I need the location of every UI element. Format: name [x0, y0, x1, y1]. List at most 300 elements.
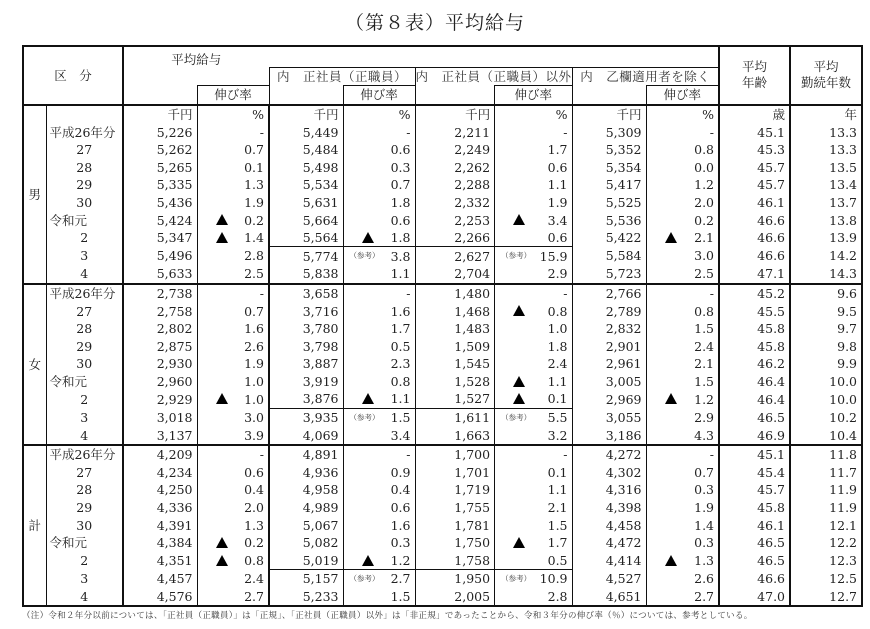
cell-avg-tenure: 10.4 — [790, 426, 862, 445]
cell-avg-salary-rate: 2.6 — [197, 337, 269, 355]
cell-avg-tenure: 11.7 — [829, 464, 858, 480]
cell-non-seishain: 1,663 — [415, 426, 495, 445]
cell-otsu-excluded: 4,414 — [572, 552, 646, 570]
unit-avg_salary: 千円 — [123, 105, 197, 124]
cell-otsu-excluded-rate: - — [646, 123, 719, 141]
cell-avg-age: 45.1 — [719, 445, 790, 464]
cell-avg-salary: 2,929 — [123, 390, 197, 408]
cell-seishain: 5,498 — [269, 158, 343, 176]
cell-avg-salary-rate: 1.3 — [197, 516, 269, 534]
cell-year: 29 — [46, 337, 123, 355]
cell-non-seishain: 2,266 — [415, 229, 495, 247]
cell-year: 3 — [46, 408, 123, 426]
cell-avg-age: 46.6 — [719, 229, 790, 247]
rate-value: 1.4 — [244, 230, 264, 246]
cell-avg-salary-rate: 3.0 — [197, 408, 269, 426]
cell-otsu-excluded: 5,354 — [572, 158, 646, 176]
cell-seishain: 5,082 — [269, 534, 343, 552]
cell-seishain: 3,716 — [269, 302, 343, 320]
header-avg-age: 平均 年齢 — [719, 46, 790, 105]
cell-seishain: 4,891 — [269, 445, 343, 464]
cell-avg-salary-rate: 1.9 — [197, 355, 269, 373]
cell-non-seishain-rate: - — [495, 284, 572, 303]
unit-non_seishain_rate: % — [495, 105, 572, 124]
cell-seishain: 5,019 — [269, 552, 343, 570]
table-row — [23, 284, 862, 303]
cell-non-seishain: 2,253 — [415, 211, 495, 229]
page-title: （第８表）平均給与 — [344, 12, 525, 34]
cell-non-seishain: 1,781 — [415, 516, 495, 534]
cell-avg-tenure: 14.2 — [829, 248, 858, 264]
table-row — [23, 570, 862, 588]
cell-non-seishain: 2,262 — [415, 158, 495, 176]
cell-otsu-excluded-rate: 2.6 — [646, 570, 719, 588]
cell-year: 27 — [46, 464, 123, 482]
negative-triangle-icon — [665, 555, 677, 566]
cell-otsu-excluded-rate: 0.2 — [646, 211, 719, 229]
cell-avg-salary: 4,234 — [123, 464, 197, 482]
cell-year: 令和元 — [46, 534, 123, 552]
cell-otsu-excluded: 5,417 — [572, 176, 646, 194]
cell-otsu-excluded-rate: 2.4 — [646, 337, 719, 355]
cell-seishain-rate: 0.6 — [343, 141, 415, 159]
cell-year: 4 — [46, 588, 123, 607]
cell-otsu-excluded-rate: 0.3 — [646, 481, 719, 499]
cell-otsu-excluded-rate: 2.7 — [646, 588, 719, 607]
cell-otsu-excluded: 5,525 — [572, 194, 646, 212]
table-row — [23, 464, 862, 482]
cell-non-seishain-rate — [495, 570, 572, 588]
cell-avg-age: 47.0 — [719, 588, 790, 607]
header-avg-tenure: 平均 勤続年数 — [790, 46, 862, 105]
cell-year: 4 — [46, 426, 123, 445]
cell-year: 2 — [46, 552, 123, 570]
unit-seishain_rate: % — [343, 105, 415, 124]
cell-seishain: 5,774 — [269, 247, 343, 265]
cell-otsu-excluded-rate: - — [646, 284, 719, 303]
cell-avg-salary: 4,250 — [123, 481, 197, 499]
cell-avg-salary: 2,930 — [123, 355, 197, 373]
cell-avg-salary-rate: 0.4 — [197, 481, 269, 499]
cell-avg-salary-rate: 2.7 — [197, 588, 269, 607]
cell-avg-salary-rate: 0.7 — [197, 141, 269, 159]
cell-avg-salary: 4,457 — [123, 570, 197, 588]
cell-avg-tenure: 13.3 — [829, 124, 858, 140]
cell-avg-tenure: 12.7 — [790, 588, 862, 607]
cell-avg-tenure: 12.2 — [829, 535, 858, 551]
cell-seishain-rate: - — [343, 123, 415, 141]
cell-otsu-excluded: 5,352 — [572, 141, 646, 159]
cell-seishain-rate: 0.7 — [343, 176, 415, 194]
cell-avg-age: 45.1 — [719, 123, 790, 141]
cell-otsu-excluded: 3,186 — [572, 426, 646, 445]
cell-avg-age: 45.7 — [719, 158, 790, 176]
negative-triangle-icon — [216, 393, 228, 404]
cell-avg-salary: 2,875 — [123, 337, 197, 355]
group-label: 男 — [23, 105, 46, 284]
cell-non-seishain: 1,611 — [415, 408, 495, 426]
cell-otsu-excluded: 3,005 — [572, 373, 646, 391]
rate-value: 0.2 — [244, 535, 264, 551]
cell-seishain-rate: 1.6 — [343, 302, 415, 320]
cell-non-seishain: 2,627 — [415, 247, 495, 265]
table-row — [23, 534, 862, 552]
cell-avg-salary: 4,209 — [123, 445, 197, 464]
cell-year: 2 — [46, 390, 123, 408]
cell-otsu-excluded: 4,398 — [572, 499, 646, 517]
table-row — [23, 408, 862, 426]
cell-otsu-excluded: 2,832 — [572, 320, 646, 338]
rate-value: 5.5 — [547, 410, 568, 426]
table-row — [23, 390, 862, 408]
cell-year: 3 — [46, 570, 123, 588]
cell-year: 30 — [46, 194, 123, 212]
cell-avg-salary-rate: 0.7 — [197, 302, 269, 320]
cell-avg-salary-rate: - — [197, 284, 269, 303]
cell-seishain-rate: 2.3 — [343, 355, 415, 373]
cell-seishain-rate — [343, 247, 415, 265]
cell-otsu-excluded-rate — [646, 390, 719, 408]
cell-year: 2 — [46, 229, 123, 247]
cell-non-seishain-rate — [495, 302, 572, 320]
cell-seishain: 3,876 — [269, 390, 343, 408]
cell-avg-salary: 5,347 — [123, 229, 197, 247]
cell-otsu-excluded: 2,766 — [572, 284, 646, 303]
cell-avg-salary-rate — [197, 211, 269, 229]
header-otsu-excluded: 内 乙欄適用者を除く — [572, 67, 719, 86]
cell-avg-age: 47.1 — [719, 265, 790, 284]
cell-avg-tenure: 9.8 — [837, 338, 858, 354]
cell-otsu-excluded-rate: 1.9 — [646, 499, 719, 517]
unit-avg_age: 歳 — [719, 105, 790, 124]
cell-seishain: 4,069 — [269, 426, 343, 445]
negative-triangle-icon — [216, 555, 228, 566]
cell-seishain: 3,919 — [269, 373, 343, 391]
unit-otsu_excluded_rate: % — [646, 105, 719, 124]
cell-non-seishain: 1,528 — [415, 373, 495, 391]
cell-avg-age: 46.6 — [719, 247, 790, 265]
cell-non-seishain-rate: 2.9 — [495, 265, 572, 284]
unit-avg_tenure: 年 — [844, 106, 858, 122]
cell-seishain-rate: 0.3 — [343, 158, 415, 176]
cell-seishain: 5,449 — [269, 123, 343, 141]
cell-avg-salary: 3,018 — [123, 408, 197, 426]
rate-value: 0.1 — [547, 391, 568, 407]
cell-seishain: 3,798 — [269, 337, 343, 355]
table-row — [23, 123, 862, 141]
cell-otsu-excluded-rate: - — [646, 445, 719, 464]
cell-non-seishain-rate: 0.1 — [495, 464, 572, 482]
cell-otsu-excluded: 4,472 — [572, 534, 646, 552]
table-row — [23, 141, 862, 159]
table-row — [23, 302, 862, 320]
cell-seishain: 3,780 — [269, 320, 343, 338]
cell-avg-salary: 5,424 — [123, 211, 197, 229]
cell-seishain-rate: 1.6 — [343, 516, 415, 534]
cell-non-seishain: 2,704 — [415, 265, 495, 284]
cell-avg-salary: 4,384 — [123, 534, 197, 552]
cell-avg-age: 45.8 — [719, 499, 790, 517]
negative-triangle-icon — [513, 537, 525, 548]
cell-avg-age: 45.7 — [719, 481, 790, 499]
cell-avg-tenure: 14.3 — [790, 265, 862, 284]
cell-seishain: 5,233 — [269, 588, 343, 607]
header-avg-salary-rate: 伸び率 — [197, 86, 269, 105]
cell-avg-salary: 5,226 — [123, 123, 197, 141]
cell-avg-salary-rate: 2.5 — [197, 265, 269, 284]
cell-avg-salary-rate: 2.0 — [197, 499, 269, 517]
cell-non-seishain-rate — [495, 247, 572, 265]
cell-seishain: 5,157 — [269, 570, 343, 588]
cell-year: 30 — [46, 516, 123, 534]
cell-avg-salary-rate — [197, 390, 269, 408]
cell-avg-salary-rate: 0.6 — [197, 464, 269, 482]
average-salary-table — [22, 45, 863, 607]
cell-avg-tenure: 13.5 — [829, 159, 858, 175]
negative-triangle-icon — [216, 214, 228, 225]
table-row — [23, 247, 862, 265]
cell-otsu-excluded-rate: 3.0 — [646, 247, 719, 265]
cell-avg-salary: 5,265 — [123, 158, 197, 176]
reference-label: （参考） — [501, 574, 532, 584]
cell-year: 28 — [46, 158, 123, 176]
table-row — [23, 337, 862, 355]
cell-avg-salary: 5,633 — [123, 265, 197, 284]
cell-non-seishain-rate — [495, 534, 572, 552]
cell-avg-age: 46.6 — [719, 211, 790, 229]
cell-seishain-rate: 0.8 — [343, 373, 415, 391]
cell-avg-salary: 5,436 — [123, 194, 197, 212]
cell-avg-age: 46.9 — [719, 426, 790, 445]
table-row — [23, 158, 862, 176]
cell-year: 令和元 — [46, 211, 123, 229]
cell-avg-salary-rate: 1.3 — [197, 176, 269, 194]
group-label: 計 — [23, 445, 46, 606]
reference-label: （参考） — [501, 251, 532, 261]
negative-triangle-icon — [665, 393, 677, 404]
cell-avg-salary: 3,137 — [123, 426, 197, 445]
cell-avg-tenure: 13.7 — [829, 194, 858, 210]
cell-seishain-rate: 1.8 — [343, 194, 415, 212]
cell-otsu-excluded: 2,789 — [572, 302, 646, 320]
cell-seishain: 3,658 — [269, 284, 343, 303]
negative-triangle-icon — [216, 537, 228, 548]
cell-non-seishain-rate: 0.6 — [495, 158, 572, 176]
cell-avg-salary: 4,576 — [123, 588, 197, 607]
cell-otsu-excluded: 2,901 — [572, 337, 646, 355]
rate-value: 1.1 — [390, 391, 411, 407]
cell-otsu-excluded-rate: 1.5 — [646, 373, 719, 391]
cell-non-seishain: 2,249 — [415, 141, 495, 159]
cell-otsu-excluded-rate — [646, 229, 719, 247]
cell-seishain-rate — [343, 408, 415, 426]
cell-year: 平成26年分 — [46, 445, 123, 464]
cell-seishain-rate — [343, 570, 415, 588]
cell-avg-age: 46.4 — [719, 373, 790, 391]
reference-label: （参考） — [349, 251, 380, 261]
cell-avg-age: 46.4 — [719, 390, 790, 408]
cell-avg-age: 45.8 — [719, 320, 790, 338]
cell-seishain-rate: 0.6 — [343, 211, 415, 229]
cell-year: 30 — [46, 355, 123, 373]
cell-seishain: 5,484 — [269, 141, 343, 159]
unit-avg_salary_rate: % — [197, 105, 269, 124]
cell-otsu-excluded: 4,272 — [572, 445, 646, 464]
cell-year: 27 — [46, 141, 123, 159]
cell-seishain: 3,935 — [269, 408, 343, 426]
cell-seishain: 4,989 — [269, 499, 343, 517]
rate-value: 1.2 — [390, 552, 411, 568]
negative-triangle-icon — [216, 232, 228, 243]
cell-non-seishain-rate: 1.9 — [495, 194, 572, 212]
negative-triangle-icon — [665, 232, 677, 243]
cell-non-seishain-rate: 1.1 — [495, 481, 572, 499]
cell-otsu-excluded: 5,723 — [572, 265, 646, 284]
cell-otsu-excluded: 4,651 — [572, 588, 646, 607]
cell-non-seishain: 1,700 — [415, 445, 495, 464]
rate-value: 1.5 — [390, 410, 411, 426]
cell-avg-tenure: 10.0 — [829, 373, 858, 389]
cell-avg-age: 46.6 — [719, 570, 790, 588]
rate-value: 1.0 — [244, 391, 264, 407]
cell-otsu-excluded-rate: 2.9 — [646, 408, 719, 426]
cell-year: 3 — [46, 247, 123, 265]
cell-avg-tenure: 12.3 — [829, 553, 858, 569]
rate-value: 15.9 — [539, 248, 568, 264]
table-row — [23, 499, 862, 517]
cell-avg-age: 45.7 — [719, 176, 790, 194]
rate-value: 1.3 — [694, 553, 715, 569]
cell-year: 平成26年分 — [46, 284, 123, 303]
header-seishain: 内 正社員（正職員） — [269, 67, 415, 86]
cell-avg-salary-rate: 2.8 — [197, 247, 269, 265]
rate-value: 1.2 — [694, 391, 715, 407]
header-non-seishain: 内 正社員（正職員）以外 — [415, 68, 572, 84]
cell-non-seishain-rate: - — [495, 123, 572, 141]
rate-value: 1.8 — [390, 230, 411, 246]
cell-non-seishain-rate: 1.5 — [495, 516, 572, 534]
cell-non-seishain: 1,719 — [415, 481, 495, 499]
cell-avg-age: 46.5 — [719, 552, 790, 570]
cell-non-seishain: 1,509 — [415, 337, 495, 355]
table-row — [23, 426, 862, 445]
table-row — [23, 194, 862, 212]
cell-avg-age: 46.1 — [719, 516, 790, 534]
cell-avg-tenure: 13.3 — [829, 142, 858, 158]
cell-otsu-excluded-rate: 4.3 — [646, 426, 719, 445]
negative-triangle-icon — [362, 555, 374, 566]
cell-seishain: 5,664 — [269, 211, 343, 229]
cell-avg-age: 46.5 — [719, 534, 790, 552]
cell-non-seishain: 1,758 — [415, 552, 495, 570]
cell-non-seishain: 1,483 — [415, 320, 495, 338]
cell-seishain-rate: 0.3 — [343, 534, 415, 552]
cell-avg-tenure: 13.4 — [829, 177, 858, 193]
cell-year: 27 — [46, 302, 123, 320]
cell-non-seishain-rate: 0.5 — [495, 552, 572, 570]
cell-non-seishain: 1,755 — [415, 499, 495, 517]
cell-non-seishain: 2,288 — [415, 176, 495, 194]
cell-seishain: 4,958 — [269, 481, 343, 499]
cell-non-seishain: 1,750 — [415, 534, 495, 552]
rate-value: 3.4 — [547, 212, 568, 228]
cell-non-seishain-rate — [495, 408, 572, 426]
cell-non-seishain: 2,005 — [415, 588, 495, 607]
cell-non-seishain: 2,332 — [415, 194, 495, 212]
cell-avg-salary: 5,496 — [123, 247, 197, 265]
negative-triangle-icon — [513, 214, 525, 225]
table-row — [23, 516, 862, 534]
rate-value: 2.7 — [390, 571, 411, 587]
rate-value: 3.8 — [390, 248, 411, 264]
cell-avg-tenure: 9.7 — [837, 321, 858, 337]
cell-non-seishain-rate: 2.1 — [495, 499, 572, 517]
cell-non-seishain: 2,211 — [415, 123, 495, 141]
cell-avg-salary-rate: 1.6 — [197, 320, 269, 338]
cell-avg-tenure: 9.9 — [837, 356, 858, 372]
cell-seishain-rate: 0.5 — [343, 337, 415, 355]
cell-non-seishain: 1,950 — [415, 570, 495, 588]
cell-non-seishain-rate: 1.8 — [495, 337, 572, 355]
cell-avg-salary-rate: 0.1 — [197, 158, 269, 176]
cell-non-seishain-rate: 1.0 — [495, 320, 572, 338]
cell-seishain-rate — [343, 390, 415, 408]
table-row — [23, 445, 862, 464]
cell-avg-age: 45.5 — [719, 302, 790, 320]
cell-non-seishain: 1,545 — [415, 355, 495, 373]
reference-label: （参考） — [349, 412, 380, 422]
cell-avg-salary-rate: 2.4 — [197, 570, 269, 588]
cell-otsu-excluded: 5,536 — [572, 211, 646, 229]
cell-seishain-rate: 0.6 — [343, 499, 415, 517]
cell-avg-tenure: 9.5 — [837, 303, 858, 319]
cell-seishain: 5,534 — [269, 176, 343, 194]
rate-value: 0.8 — [244, 553, 264, 569]
cell-otsu-excluded-rate: 0.7 — [646, 464, 719, 482]
cell-seishain: 5,564 — [269, 229, 343, 247]
table-row — [23, 355, 862, 373]
cell-avg-salary-rate: - — [197, 123, 269, 141]
cell-otsu-excluded: 2,961 — [572, 355, 646, 373]
cell-seishain-rate — [343, 229, 415, 247]
cell-avg-salary: 5,335 — [123, 176, 197, 194]
cell-avg-salary-rate — [197, 534, 269, 552]
table-row — [23, 265, 862, 284]
cell-otsu-excluded-rate: 0.8 — [646, 302, 719, 320]
cell-year: 28 — [46, 481, 123, 499]
cell-avg-salary-rate: - — [197, 445, 269, 464]
cell-seishain-rate — [343, 552, 415, 570]
cell-otsu-excluded: 5,584 — [572, 247, 646, 265]
rate-value: 1.7 — [547, 535, 568, 551]
cell-non-seishain-rate: - — [495, 445, 572, 464]
cell-avg-tenure: 9.6 — [837, 285, 858, 301]
table-row — [23, 588, 862, 607]
cell-avg-salary: 4,391 — [123, 516, 197, 534]
unit-otsu_excluded: 千円 — [572, 105, 646, 124]
rate-value: 0.2 — [244, 212, 264, 228]
cell-otsu-excluded: 4,458 — [572, 516, 646, 534]
cell-otsu-excluded-rate: 0.3 — [646, 534, 719, 552]
table-row — [23, 176, 862, 194]
cell-avg-tenure: 13.9 — [829, 230, 858, 246]
negative-triangle-icon — [513, 305, 525, 316]
cell-avg-age: 46.2 — [719, 355, 790, 373]
cell-avg-age: 45.2 — [719, 284, 790, 303]
cell-seishain-rate: 1.5 — [343, 588, 415, 607]
cell-otsu-excluded: 2,969 — [572, 390, 646, 408]
cell-year: 28 — [46, 320, 123, 338]
